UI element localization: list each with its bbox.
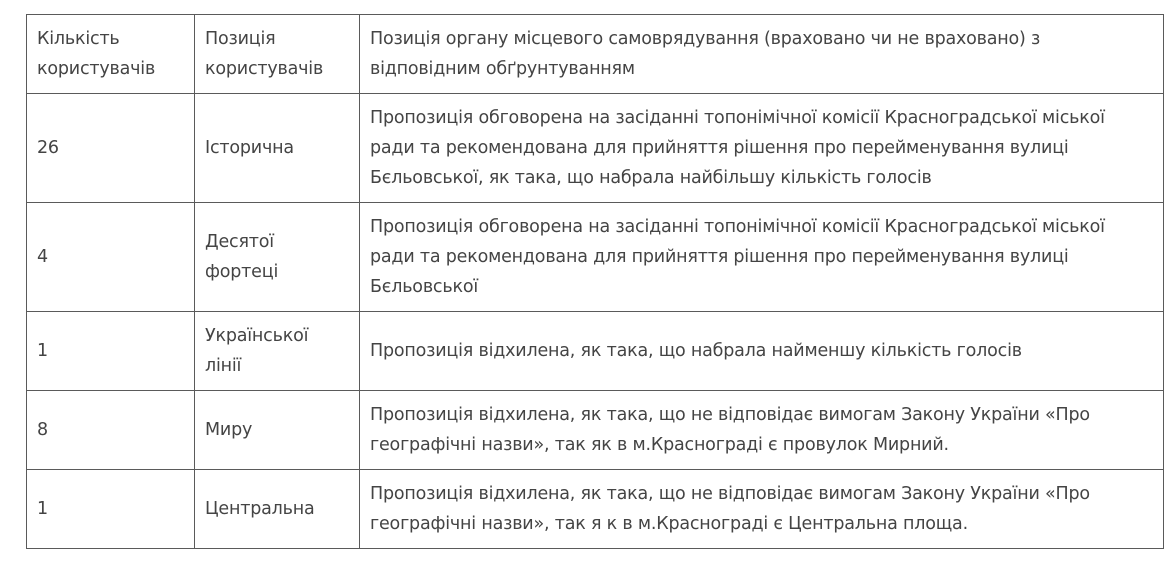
table-row [27,203,1164,312]
cell-user-count: 8 [27,391,195,470]
table-row [27,312,1164,391]
results-table-container [26,14,1163,549]
results-table [26,14,1164,549]
cell-authority-decision: Пропозиція відхилена, як така, що не відповідає вимогам Закону України «Про географічні назви», так я к в м.Краснограді є Центральна площа. [360,470,1164,549]
table-row [27,94,1164,203]
cell-authority-decision: Пропозиція обговорена на засіданні топонімічної комісії Красноградської міської ради та рекомендована для прийняття рішення про перейменування вулиці Бєльовської, як така, що набрала найбільшу кількість голосів [360,94,1164,203]
table-row [27,470,1164,549]
table-row [27,391,1164,470]
cell-authority-decision: Пропозиція обговорена на засіданні топонімічної комісії Красноградської міської ради та рекомендована для прийняття рішення про перейменування вулиці Бєльовської [360,203,1164,312]
cell-user-position: Десятої фортеці [195,203,360,312]
cell-authority-decision: Пропозиція відхилена, як така, що не відповідає вимогам Закону України «Про географічні назви», так як в м.Краснограді є провулок Мирний. [360,391,1164,470]
cell-user-position: Історична [195,94,360,203]
cell-user-count: 1 [27,470,195,549]
header-user-position: Позиція користувачів [195,15,360,94]
header-user-count: Кількість користувачів [27,15,195,94]
cell-user-count: 26 [27,94,195,203]
header-authority-position: Позиція органу місцевого самоврядування (враховано чи не враховано) з відповідним обґрунтуванням [360,15,1164,94]
cell-user-position: Миру [195,391,360,470]
cell-user-position: Центральна [195,470,360,549]
cell-user-position: Української лінії [195,312,360,391]
cell-user-count: 4 [27,203,195,312]
cell-authority-decision: Пропозиція відхилена, як така, що набрала найменшу кількість голосів [360,312,1164,391]
table-header-row [27,15,1164,94]
cell-user-count: 1 [27,312,195,391]
